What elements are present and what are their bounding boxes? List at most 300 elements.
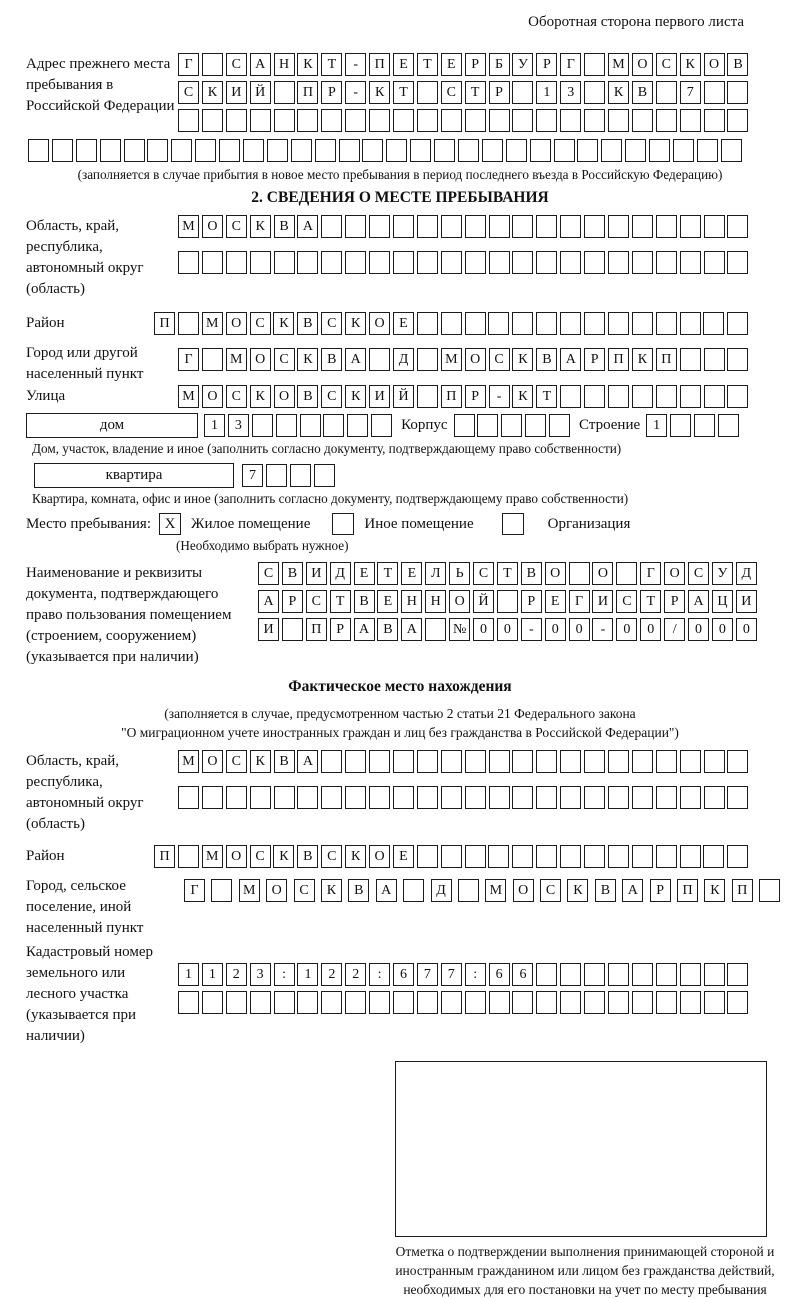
char-box[interactable] bbox=[393, 109, 414, 132]
char-box[interactable] bbox=[393, 750, 414, 773]
char-box[interactable] bbox=[632, 991, 653, 1014]
char-box[interactable] bbox=[584, 81, 605, 104]
char-box[interactable]: О bbox=[545, 562, 566, 585]
char-box[interactable] bbox=[512, 845, 533, 868]
char-box[interactable]: 0 bbox=[736, 618, 757, 641]
char-box[interactable] bbox=[202, 786, 223, 809]
char-box[interactable] bbox=[441, 215, 462, 238]
char-box[interactable] bbox=[282, 618, 303, 641]
char-box[interactable] bbox=[178, 109, 199, 132]
char-box[interactable] bbox=[560, 750, 581, 773]
char-box[interactable] bbox=[147, 139, 168, 162]
char-box[interactable] bbox=[465, 991, 486, 1014]
char-box[interactable] bbox=[276, 414, 297, 437]
char-box[interactable] bbox=[250, 786, 271, 809]
char-box[interactable]: В bbox=[595, 879, 616, 902]
char-box[interactable] bbox=[584, 991, 605, 1014]
char-box[interactable] bbox=[727, 385, 748, 408]
char-box[interactable]: В bbox=[377, 618, 398, 641]
char-box[interactable] bbox=[274, 81, 295, 104]
char-box[interactable] bbox=[680, 750, 701, 773]
char-box[interactable]: М bbox=[226, 348, 247, 371]
char-box[interactable] bbox=[489, 750, 510, 773]
char-box[interactable]: М bbox=[178, 385, 199, 408]
char-box[interactable]: Т bbox=[536, 385, 557, 408]
char-box[interactable]: 0 bbox=[688, 618, 709, 641]
char-box[interactable] bbox=[321, 109, 342, 132]
char-box[interactable]: 6 bbox=[393, 963, 414, 986]
char-box[interactable] bbox=[632, 251, 653, 274]
char-box[interactable]: В bbox=[274, 215, 295, 238]
char-box[interactable]: М bbox=[178, 215, 199, 238]
char-box[interactable]: В bbox=[297, 312, 318, 335]
organizatsiya-checkbox[interactable] bbox=[502, 513, 524, 535]
char-box[interactable]: К bbox=[345, 312, 366, 335]
char-box[interactable]: Е bbox=[377, 590, 398, 613]
char-box[interactable]: 1 bbox=[536, 81, 557, 104]
char-box[interactable]: А bbox=[297, 750, 318, 773]
char-box[interactable] bbox=[417, 845, 438, 868]
char-box[interactable] bbox=[560, 963, 581, 986]
char-box[interactable] bbox=[369, 109, 390, 132]
char-box[interactable] bbox=[458, 879, 479, 902]
char-box[interactable] bbox=[512, 109, 533, 132]
char-box[interactable] bbox=[549, 414, 570, 437]
char-box[interactable]: М bbox=[608, 53, 629, 76]
char-box[interactable] bbox=[211, 879, 232, 902]
char-box[interactable] bbox=[512, 312, 533, 335]
char-box[interactable]: Д bbox=[330, 562, 351, 585]
char-box[interactable]: Р bbox=[650, 879, 671, 902]
char-box[interactable] bbox=[477, 414, 498, 437]
char-box[interactable]: И bbox=[226, 81, 247, 104]
char-box[interactable]: Б bbox=[489, 53, 510, 76]
char-box[interactable] bbox=[267, 139, 288, 162]
char-box[interactable]: : bbox=[369, 963, 390, 986]
char-box[interactable] bbox=[417, 385, 438, 408]
char-box[interactable] bbox=[226, 786, 247, 809]
char-box[interactable] bbox=[441, 845, 462, 868]
char-box[interactable] bbox=[625, 139, 646, 162]
char-box[interactable]: 0 bbox=[473, 618, 494, 641]
char-box[interactable]: Е bbox=[393, 53, 414, 76]
char-box[interactable] bbox=[202, 251, 223, 274]
char-box[interactable]: В bbox=[297, 385, 318, 408]
char-box[interactable] bbox=[506, 139, 527, 162]
char-box[interactable]: П bbox=[441, 385, 462, 408]
char-box[interactable]: К bbox=[704, 879, 725, 902]
char-box[interactable]: К bbox=[297, 348, 318, 371]
char-box[interactable] bbox=[178, 845, 199, 868]
char-box[interactable]: С bbox=[226, 215, 247, 238]
char-box[interactable]: О bbox=[704, 53, 725, 76]
char-box[interactable]: С bbox=[540, 879, 561, 902]
char-box[interactable] bbox=[434, 139, 455, 162]
char-box[interactable]: О bbox=[513, 879, 534, 902]
char-box[interactable] bbox=[454, 414, 475, 437]
char-box[interactable]: А bbox=[345, 348, 366, 371]
char-box[interactable]: 0 bbox=[712, 618, 733, 641]
char-box[interactable]: 1 bbox=[297, 963, 318, 986]
char-box[interactable] bbox=[727, 251, 748, 274]
char-box[interactable]: В bbox=[632, 81, 653, 104]
char-box[interactable]: О bbox=[664, 562, 685, 585]
char-box[interactable] bbox=[219, 139, 240, 162]
char-box[interactable] bbox=[362, 139, 383, 162]
char-box[interactable]: С bbox=[258, 562, 279, 585]
char-box[interactable] bbox=[584, 963, 605, 986]
char-box[interactable]: Т bbox=[497, 562, 518, 585]
char-box[interactable]: Е bbox=[441, 53, 462, 76]
char-box[interactable] bbox=[759, 879, 780, 902]
char-box[interactable]: О bbox=[226, 312, 247, 335]
char-box[interactable]: Г bbox=[178, 53, 199, 76]
char-box[interactable]: 0 bbox=[569, 618, 590, 641]
char-box[interactable] bbox=[608, 750, 629, 773]
char-box[interactable]: С bbox=[688, 562, 709, 585]
char-box[interactable]: О bbox=[465, 348, 486, 371]
char-box[interactable]: А bbox=[622, 879, 643, 902]
char-box[interactable] bbox=[250, 251, 271, 274]
char-box[interactable]: П bbox=[369, 53, 390, 76]
char-box[interactable] bbox=[656, 786, 677, 809]
char-box[interactable] bbox=[345, 991, 366, 1014]
char-box[interactable] bbox=[465, 845, 486, 868]
char-box[interactable] bbox=[195, 139, 216, 162]
char-box[interactable]: Л bbox=[425, 562, 446, 585]
char-box[interactable]: 0 bbox=[545, 618, 566, 641]
char-box[interactable] bbox=[584, 53, 605, 76]
char-box[interactable] bbox=[525, 414, 546, 437]
char-box[interactable] bbox=[560, 845, 581, 868]
char-box[interactable] bbox=[584, 385, 605, 408]
char-box[interactable]: - bbox=[489, 385, 510, 408]
char-box[interactable] bbox=[584, 312, 605, 335]
char-box[interactable]: Е bbox=[393, 312, 414, 335]
char-box[interactable] bbox=[202, 348, 223, 371]
char-box[interactable] bbox=[608, 991, 629, 1014]
char-box[interactable]: О bbox=[266, 879, 287, 902]
char-box[interactable]: И bbox=[736, 590, 757, 613]
char-box[interactable]: 1 bbox=[204, 414, 225, 437]
char-box[interactable]: 2 bbox=[345, 963, 366, 986]
char-box[interactable] bbox=[727, 750, 748, 773]
char-box[interactable] bbox=[632, 786, 653, 809]
char-box[interactable] bbox=[680, 845, 701, 868]
char-box[interactable] bbox=[656, 215, 677, 238]
char-box[interactable] bbox=[703, 312, 724, 335]
char-box[interactable] bbox=[252, 414, 273, 437]
char-box[interactable] bbox=[465, 109, 486, 132]
char-box[interactable] bbox=[297, 786, 318, 809]
char-box[interactable] bbox=[321, 215, 342, 238]
char-box[interactable]: 3 bbox=[250, 963, 271, 986]
char-box[interactable]: Р bbox=[664, 590, 685, 613]
char-box[interactable]: Н bbox=[425, 590, 446, 613]
char-box[interactable] bbox=[321, 750, 342, 773]
char-box[interactable] bbox=[76, 139, 97, 162]
char-box[interactable]: О bbox=[274, 385, 295, 408]
char-box[interactable] bbox=[321, 251, 342, 274]
char-box[interactable] bbox=[536, 845, 557, 868]
char-box[interactable]: Й bbox=[250, 81, 271, 104]
char-box[interactable]: Т bbox=[417, 53, 438, 76]
char-box[interactable] bbox=[704, 348, 725, 371]
char-box[interactable] bbox=[727, 109, 748, 132]
char-box[interactable] bbox=[536, 215, 557, 238]
char-box[interactable]: К bbox=[273, 845, 294, 868]
char-box[interactable]: К bbox=[345, 845, 366, 868]
char-box[interactable] bbox=[274, 251, 295, 274]
char-box[interactable] bbox=[410, 139, 431, 162]
char-box[interactable]: К bbox=[512, 348, 533, 371]
char-box[interactable]: - bbox=[592, 618, 613, 641]
char-box[interactable]: Г bbox=[178, 348, 199, 371]
char-box[interactable]: К bbox=[273, 312, 294, 335]
char-box[interactable]: Т bbox=[465, 81, 486, 104]
char-box[interactable]: 7 bbox=[242, 464, 263, 487]
char-box[interactable] bbox=[321, 991, 342, 1014]
char-box[interactable] bbox=[441, 251, 462, 274]
char-box[interactable]: Р bbox=[321, 81, 342, 104]
char-box[interactable]: И bbox=[592, 590, 613, 613]
char-box[interactable] bbox=[300, 414, 321, 437]
char-box[interactable] bbox=[226, 251, 247, 274]
char-box[interactable] bbox=[226, 991, 247, 1014]
char-box[interactable] bbox=[403, 879, 424, 902]
char-box[interactable] bbox=[560, 312, 581, 335]
char-box[interactable]: У bbox=[512, 53, 533, 76]
char-box[interactable] bbox=[584, 109, 605, 132]
char-box[interactable]: С bbox=[656, 53, 677, 76]
char-box[interactable] bbox=[608, 251, 629, 274]
char-box[interactable] bbox=[536, 750, 557, 773]
char-box[interactable]: А bbox=[401, 618, 422, 641]
char-box[interactable]: С bbox=[226, 385, 247, 408]
char-box[interactable]: 3 bbox=[228, 414, 249, 437]
char-box[interactable]: Р bbox=[489, 81, 510, 104]
char-box[interactable] bbox=[489, 109, 510, 132]
char-box[interactable] bbox=[670, 414, 691, 437]
char-box[interactable] bbox=[512, 215, 533, 238]
char-box[interactable] bbox=[704, 251, 725, 274]
char-box[interactable]: П bbox=[732, 879, 753, 902]
char-box[interactable] bbox=[536, 991, 557, 1014]
char-box[interactable] bbox=[386, 139, 407, 162]
char-box[interactable] bbox=[632, 109, 653, 132]
char-box[interactable] bbox=[290, 464, 311, 487]
char-box[interactable] bbox=[584, 750, 605, 773]
char-box[interactable]: 6 bbox=[489, 963, 510, 986]
char-box[interactable] bbox=[584, 215, 605, 238]
char-box[interactable] bbox=[560, 109, 581, 132]
char-box[interactable]: - bbox=[345, 53, 366, 76]
char-box[interactable]: М bbox=[178, 750, 199, 773]
char-box[interactable]: Е bbox=[401, 562, 422, 585]
char-box[interactable]: С bbox=[306, 590, 327, 613]
char-box[interactable] bbox=[632, 750, 653, 773]
char-box[interactable]: К bbox=[345, 385, 366, 408]
char-box[interactable]: Д bbox=[393, 348, 414, 371]
char-box[interactable] bbox=[417, 786, 438, 809]
char-box[interactable] bbox=[584, 251, 605, 274]
char-box[interactable] bbox=[314, 464, 335, 487]
char-box[interactable] bbox=[291, 139, 312, 162]
char-box[interactable] bbox=[393, 991, 414, 1014]
char-box[interactable]: В bbox=[521, 562, 542, 585]
char-box[interactable] bbox=[501, 414, 522, 437]
char-box[interactable] bbox=[656, 991, 677, 1014]
char-box[interactable] bbox=[601, 139, 622, 162]
char-box[interactable] bbox=[345, 750, 366, 773]
char-box[interactable] bbox=[465, 750, 486, 773]
char-box[interactable] bbox=[425, 618, 446, 641]
char-box[interactable] bbox=[178, 786, 199, 809]
char-box[interactable]: С bbox=[178, 81, 199, 104]
char-box[interactable]: Д bbox=[736, 562, 757, 585]
char-box[interactable] bbox=[577, 139, 598, 162]
char-box[interactable]: 1 bbox=[202, 963, 223, 986]
char-box[interactable]: 0 bbox=[497, 618, 518, 641]
char-box[interactable] bbox=[497, 590, 518, 613]
char-box[interactable] bbox=[489, 215, 510, 238]
char-box[interactable]: : bbox=[465, 963, 486, 986]
char-box[interactable] bbox=[482, 139, 503, 162]
char-box[interactable]: В bbox=[348, 879, 369, 902]
char-box[interactable] bbox=[323, 414, 344, 437]
char-box[interactable]: Р bbox=[282, 590, 303, 613]
char-box[interactable] bbox=[274, 991, 295, 1014]
char-box[interactable]: К bbox=[250, 750, 271, 773]
char-box[interactable] bbox=[704, 109, 725, 132]
char-box[interactable] bbox=[694, 414, 715, 437]
char-box[interactable]: П bbox=[608, 348, 629, 371]
char-box[interactable] bbox=[536, 312, 557, 335]
char-box[interactable] bbox=[202, 991, 223, 1014]
char-box[interactable] bbox=[560, 251, 581, 274]
char-box[interactable]: 2 bbox=[226, 963, 247, 986]
char-box[interactable] bbox=[656, 963, 677, 986]
char-box[interactable]: К bbox=[250, 385, 271, 408]
char-box[interactable] bbox=[704, 81, 725, 104]
char-box[interactable] bbox=[339, 139, 360, 162]
char-box[interactable]: А bbox=[297, 215, 318, 238]
char-box[interactable]: Н bbox=[274, 53, 295, 76]
char-box[interactable] bbox=[369, 750, 390, 773]
char-box[interactable] bbox=[632, 215, 653, 238]
char-box[interactable] bbox=[536, 109, 557, 132]
char-box[interactable] bbox=[266, 464, 287, 487]
char-box[interactable]: 2 bbox=[321, 963, 342, 986]
char-box[interactable] bbox=[297, 109, 318, 132]
char-box[interactable] bbox=[649, 139, 670, 162]
char-box[interactable] bbox=[178, 312, 199, 335]
char-box[interactable] bbox=[347, 414, 368, 437]
char-box[interactable] bbox=[569, 562, 590, 585]
char-box[interactable]: К bbox=[567, 879, 588, 902]
char-box[interactable]: И bbox=[369, 385, 390, 408]
char-box[interactable]: С bbox=[250, 312, 271, 335]
char-box[interactable] bbox=[608, 215, 629, 238]
char-box[interactable]: О bbox=[632, 53, 653, 76]
char-box[interactable]: 7 bbox=[680, 81, 701, 104]
char-box[interactable] bbox=[680, 786, 701, 809]
char-box[interactable] bbox=[274, 109, 295, 132]
char-box[interactable] bbox=[441, 109, 462, 132]
char-box[interactable]: Е bbox=[393, 845, 414, 868]
char-box[interactable]: С bbox=[226, 53, 247, 76]
char-box[interactable]: С bbox=[321, 845, 342, 868]
char-box[interactable] bbox=[369, 215, 390, 238]
char-box[interactable]: 3 bbox=[560, 81, 581, 104]
char-box[interactable] bbox=[417, 215, 438, 238]
char-box[interactable] bbox=[417, 251, 438, 274]
char-box[interactable]: М bbox=[441, 348, 462, 371]
char-box[interactable] bbox=[417, 991, 438, 1014]
char-box[interactable]: 0 bbox=[616, 618, 637, 641]
char-box[interactable] bbox=[178, 251, 199, 274]
kvartira-named-box[interactable]: квартира bbox=[34, 463, 234, 488]
char-box[interactable]: О bbox=[369, 845, 390, 868]
char-box[interactable]: П bbox=[154, 312, 175, 335]
char-box[interactable] bbox=[441, 312, 462, 335]
char-box[interactable] bbox=[489, 991, 510, 1014]
char-box[interactable] bbox=[226, 109, 247, 132]
char-box[interactable] bbox=[536, 963, 557, 986]
char-box[interactable]: Р bbox=[536, 53, 557, 76]
char-box[interactable]: П bbox=[306, 618, 327, 641]
char-box[interactable] bbox=[704, 750, 725, 773]
char-box[interactable] bbox=[417, 348, 438, 371]
char-box[interactable]: В bbox=[536, 348, 557, 371]
char-box[interactable] bbox=[560, 991, 581, 1014]
char-box[interactable] bbox=[371, 414, 392, 437]
char-box[interactable] bbox=[721, 139, 742, 162]
char-box[interactable]: Н bbox=[401, 590, 422, 613]
char-box[interactable]: К bbox=[297, 53, 318, 76]
char-box[interactable] bbox=[680, 385, 701, 408]
char-box[interactable] bbox=[560, 215, 581, 238]
char-box[interactable]: Т bbox=[377, 562, 398, 585]
char-box[interactable] bbox=[489, 786, 510, 809]
char-box[interactable] bbox=[512, 81, 533, 104]
char-box[interactable]: А bbox=[376, 879, 397, 902]
char-box[interactable]: К bbox=[680, 53, 701, 76]
char-box[interactable] bbox=[250, 109, 271, 132]
char-box[interactable] bbox=[680, 251, 701, 274]
char-box[interactable]: В bbox=[297, 845, 318, 868]
char-box[interactable] bbox=[417, 109, 438, 132]
char-box[interactable]: В bbox=[274, 750, 295, 773]
char-box[interactable]: Т bbox=[640, 590, 661, 613]
char-box[interactable] bbox=[512, 251, 533, 274]
char-box[interactable] bbox=[727, 786, 748, 809]
char-box[interactable] bbox=[727, 963, 748, 986]
char-box[interactable] bbox=[680, 991, 701, 1014]
char-box[interactable]: Г bbox=[184, 879, 205, 902]
char-box[interactable] bbox=[656, 312, 677, 335]
char-box[interactable] bbox=[608, 845, 629, 868]
char-box[interactable]: 7 bbox=[417, 963, 438, 986]
char-box[interactable]: В bbox=[321, 348, 342, 371]
char-box[interactable]: Д bbox=[431, 879, 452, 902]
char-box[interactable] bbox=[345, 215, 366, 238]
char-box[interactable]: С bbox=[250, 845, 271, 868]
char-box[interactable] bbox=[718, 414, 739, 437]
char-box[interactable] bbox=[704, 786, 725, 809]
char-box[interactable]: Т bbox=[393, 81, 414, 104]
char-box[interactable]: Г bbox=[569, 590, 590, 613]
